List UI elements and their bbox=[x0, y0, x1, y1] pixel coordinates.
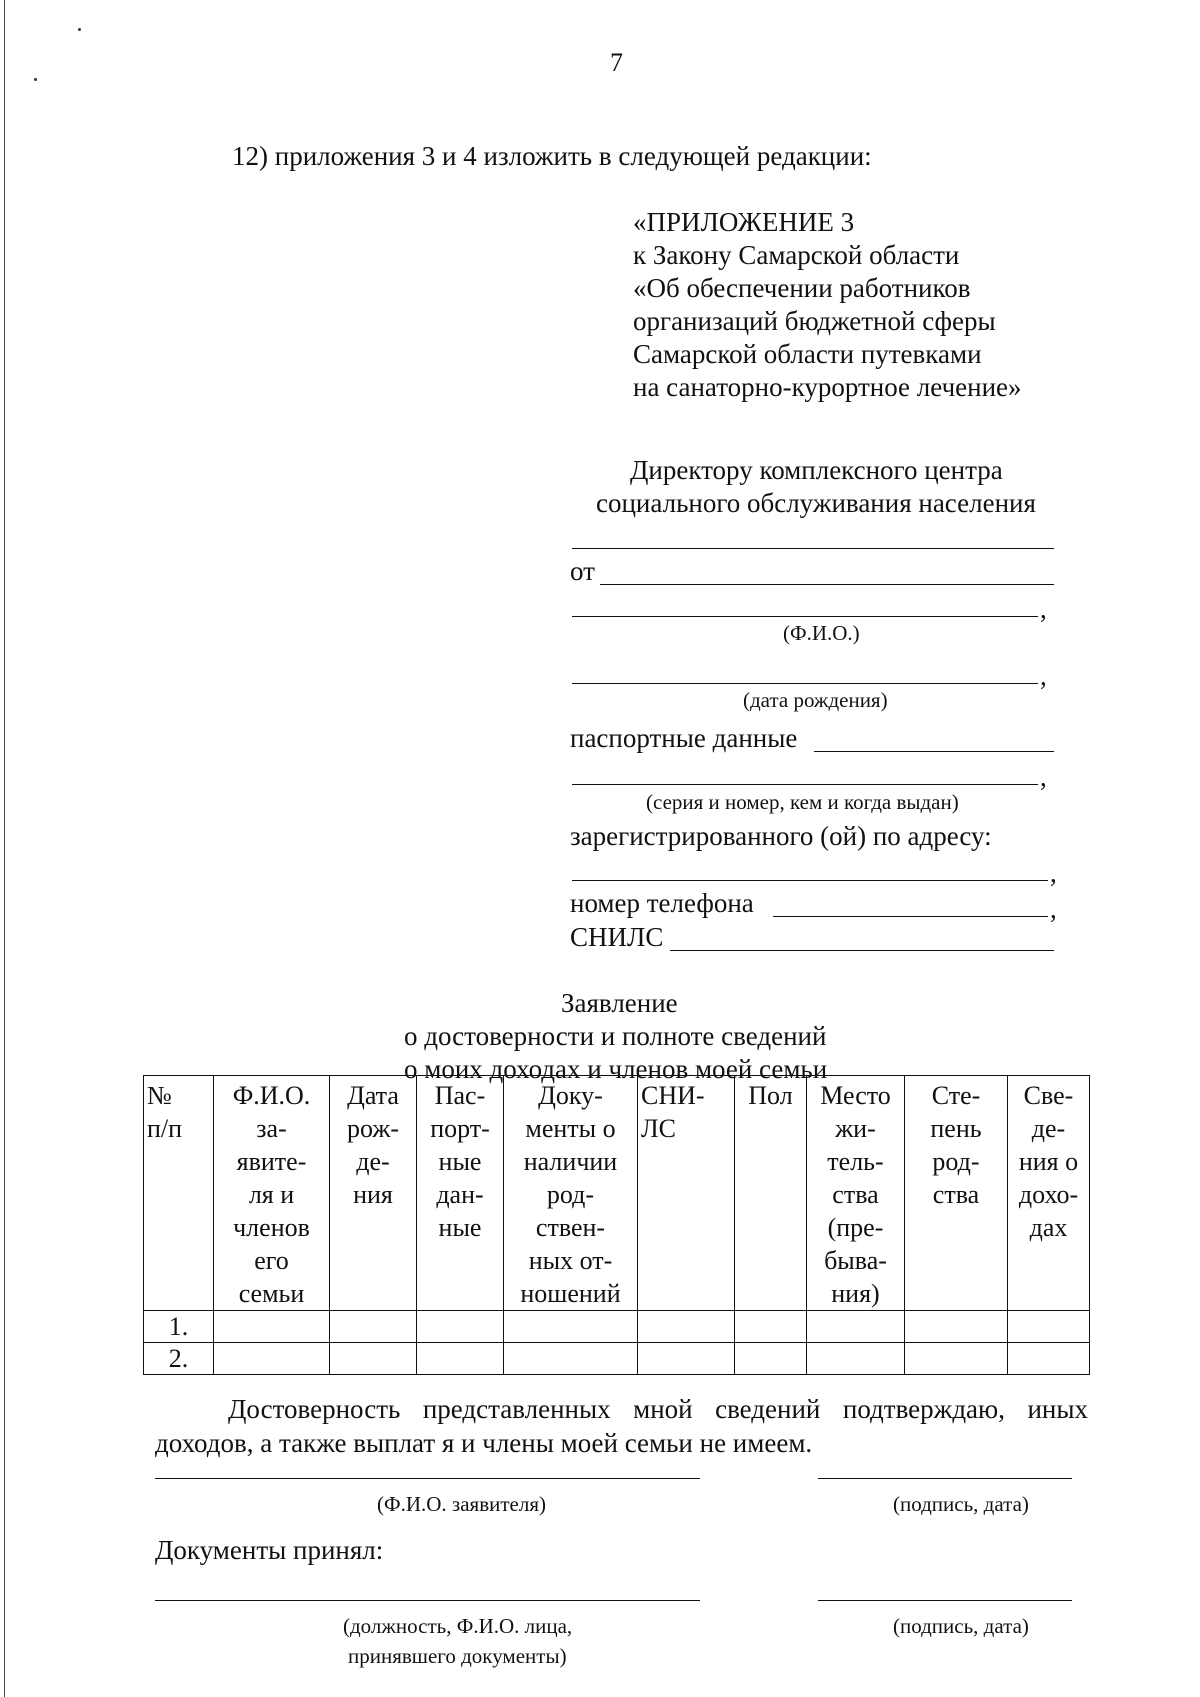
table-header-text: ства bbox=[832, 1180, 879, 1209]
table-cell[interactable] bbox=[735, 1343, 807, 1375]
page-edge-line bbox=[4, 0, 5, 1697]
table-header-text: быва- bbox=[824, 1246, 887, 1275]
table-header-text: ствен- bbox=[535, 1213, 606, 1242]
scan-speck bbox=[78, 28, 81, 31]
passport-line[interactable] bbox=[814, 751, 1054, 752]
table-header-cell bbox=[504, 1076, 638, 1311]
row-number-cell[interactable]: 1. bbox=[144, 1311, 214, 1343]
table-cell[interactable] bbox=[214, 1311, 330, 1343]
table-cell[interactable] bbox=[1008, 1343, 1090, 1375]
birth-date-line[interactable] bbox=[572, 683, 1038, 684]
appendix-line: на санаторно-курортное лечение» bbox=[633, 372, 1022, 402]
passport-label: паспортные данные bbox=[570, 723, 798, 753]
appendix-line: «Об обеспечении работников bbox=[633, 273, 971, 303]
table-header-cell bbox=[330, 1076, 417, 1311]
accepted-label: Документы принял: bbox=[155, 1535, 384, 1565]
table-header-text: ния) bbox=[831, 1279, 880, 1308]
table-header-cell bbox=[1008, 1076, 1090, 1311]
table-header-text: де- bbox=[356, 1147, 390, 1176]
table-header-text: семьи bbox=[238, 1279, 305, 1308]
confirmation-line: Достоверность представленных мной сведений подтверждаю, иных bbox=[228, 1394, 1088, 1424]
table-cell[interactable] bbox=[905, 1343, 1008, 1375]
statement-title: Заявление bbox=[561, 988, 678, 1018]
table-header-text: ния о bbox=[1018, 1147, 1079, 1176]
table-header-cell bbox=[214, 1076, 330, 1311]
appendix-line: организаций бюджетной сферы bbox=[633, 306, 996, 336]
birth-date-caption: (дата рождения) bbox=[743, 688, 888, 712]
table-header-text: род- bbox=[546, 1180, 595, 1209]
fio-line[interactable] bbox=[600, 584, 1054, 585]
table-header-text: № bbox=[147, 1081, 172, 1110]
table-cell[interactable] bbox=[504, 1343, 638, 1375]
official-caption: принявшего документы) bbox=[348, 1644, 567, 1668]
table-header-text: Пас- bbox=[434, 1081, 486, 1110]
statement-subtitle: о достоверности и полноте сведений bbox=[404, 1021, 827, 1051]
table-header-row bbox=[144, 1076, 1090, 1311]
table-header-text: ства bbox=[932, 1180, 980, 1209]
table-header-text: ЛС bbox=[641, 1114, 676, 1143]
addressee-line: социального обслуживания населения bbox=[596, 488, 1036, 518]
page-number: 7 bbox=[610, 48, 623, 77]
appendix-line: «ПРИЛОЖЕНИЕ 3 bbox=[633, 207, 855, 237]
comma: , bbox=[1040, 594, 1047, 624]
table-header-cell bbox=[735, 1076, 807, 1311]
table-header-text: менты о bbox=[525, 1114, 616, 1143]
comma: , bbox=[1040, 661, 1047, 691]
table-header-text: Место bbox=[820, 1081, 891, 1110]
appendix-line: к Закону Самарской области bbox=[633, 240, 960, 270]
table-cell[interactable] bbox=[807, 1343, 905, 1375]
appendix-line: Самарской области путевками bbox=[633, 339, 982, 369]
from-label: от bbox=[570, 556, 595, 586]
addressee-line: Директору комплексного центра bbox=[630, 455, 1003, 485]
snils-line[interactable] bbox=[670, 950, 1054, 951]
table-header-text: порт- bbox=[430, 1114, 490, 1143]
official-signature-line[interactable] bbox=[818, 1600, 1072, 1601]
table-header-text: за- bbox=[256, 1114, 287, 1143]
table-header-text: его bbox=[254, 1246, 289, 1275]
table-header-text: Ф.И.О. bbox=[232, 1081, 311, 1110]
official-caption: (должность, Ф.И.О. лица, bbox=[343, 1614, 573, 1638]
table-cell[interactable] bbox=[504, 1311, 638, 1343]
table-header-text: ных от- bbox=[528, 1246, 613, 1275]
table-row bbox=[144, 1343, 1090, 1375]
passport-caption: (серия и номер, кем и когда выдан) bbox=[646, 790, 959, 814]
official-name-line[interactable] bbox=[155, 1600, 700, 1601]
addressee-name-line[interactable] bbox=[572, 548, 1054, 549]
table-header-text: ные bbox=[438, 1213, 482, 1242]
table-header-text: СНИ- bbox=[641, 1081, 705, 1110]
signature-date-caption-2: (подпись, дата) bbox=[893, 1614, 1029, 1638]
table-header-cell bbox=[807, 1076, 905, 1311]
table-row bbox=[144, 1311, 1090, 1343]
phone-label: номер телефона bbox=[570, 888, 754, 918]
table-body bbox=[144, 1311, 1090, 1375]
table-header-text: тель- bbox=[827, 1147, 884, 1176]
table-header-text: (пре- bbox=[827, 1213, 884, 1242]
table-header-text: пень bbox=[930, 1114, 982, 1143]
table-cell[interactable] bbox=[638, 1311, 735, 1343]
table-cell[interactable] bbox=[735, 1311, 807, 1343]
table-header-cell bbox=[905, 1076, 1008, 1311]
table-cell[interactable] bbox=[1008, 1311, 1090, 1343]
fio-line-2[interactable] bbox=[572, 616, 1038, 617]
confirmation-line: доходов, а также выплат я и члены моей семьи не имеем. bbox=[155, 1428, 813, 1458]
passport-line-2[interactable] bbox=[572, 784, 1038, 785]
table-header-text: п/п bbox=[147, 1114, 183, 1143]
table-header-text: ля и bbox=[248, 1180, 295, 1209]
statement-subtitle: о моих доходах и членов моей семьи bbox=[404, 1054, 828, 1084]
table-header-text: ния bbox=[353, 1180, 393, 1209]
table-header-text: Доку- bbox=[538, 1081, 603, 1110]
table-header-text: Све- bbox=[1023, 1081, 1074, 1110]
applicant-signature-line[interactable] bbox=[818, 1478, 1072, 1479]
intro-text: 12) приложения 3 и 4 изложить в следующей редакции: bbox=[232, 141, 872, 171]
row-number-cell[interactable]: 2. bbox=[144, 1343, 214, 1375]
table-header-text: ные bbox=[438, 1147, 482, 1176]
table-cell[interactable] bbox=[417, 1311, 504, 1343]
address-line[interactable] bbox=[572, 880, 1048, 881]
table-cell[interactable] bbox=[905, 1311, 1008, 1343]
comma: , bbox=[1040, 762, 1047, 792]
comma: , bbox=[1050, 894, 1057, 924]
table-header-text: де- bbox=[1031, 1114, 1066, 1143]
applicant-name-line[interactable] bbox=[155, 1478, 700, 1479]
phone-line[interactable] bbox=[773, 916, 1048, 917]
signature-date-caption: (подпись, дата) bbox=[893, 1492, 1029, 1516]
table-header-text: жи- bbox=[835, 1114, 876, 1143]
table-header-text: Сте- bbox=[931, 1081, 981, 1110]
table-header-text: Пол bbox=[748, 1081, 793, 1110]
table-header-text: Дата bbox=[347, 1081, 399, 1110]
table-header-text: дах bbox=[1029, 1213, 1068, 1242]
table-cell[interactable] bbox=[330, 1343, 417, 1375]
table-cell[interactable] bbox=[330, 1311, 417, 1343]
table-header-cell bbox=[417, 1076, 504, 1311]
table-cell[interactable] bbox=[638, 1343, 735, 1375]
table-header-text: членов bbox=[233, 1213, 310, 1242]
table-header-text: наличии bbox=[523, 1147, 618, 1176]
income-table bbox=[143, 1075, 1090, 1375]
table-header-cell bbox=[638, 1076, 735, 1311]
fio-caption: (Ф.И.О.) bbox=[783, 621, 860, 645]
table-header-text: ношений bbox=[520, 1279, 621, 1308]
table-header-text: род- bbox=[932, 1147, 980, 1176]
table-header-text: дан- bbox=[436, 1180, 484, 1209]
table-cell[interactable] bbox=[417, 1343, 504, 1375]
table-header-cell bbox=[144, 1076, 214, 1311]
table-header-text: явите- bbox=[236, 1147, 307, 1176]
address-label: зарегистрированного (ой) по адресу: bbox=[570, 821, 992, 851]
comma: , bbox=[1050, 858, 1057, 888]
applicant-caption: (Ф.И.О. заявителя) bbox=[377, 1492, 546, 1516]
table-cell[interactable] bbox=[807, 1311, 905, 1343]
table-header-text: дохо- bbox=[1018, 1180, 1079, 1209]
scan-speck bbox=[34, 78, 37, 81]
table-cell[interactable] bbox=[214, 1343, 330, 1375]
snils-label: СНИЛС bbox=[570, 922, 664, 952]
table-header-text: рож- bbox=[347, 1114, 399, 1143]
